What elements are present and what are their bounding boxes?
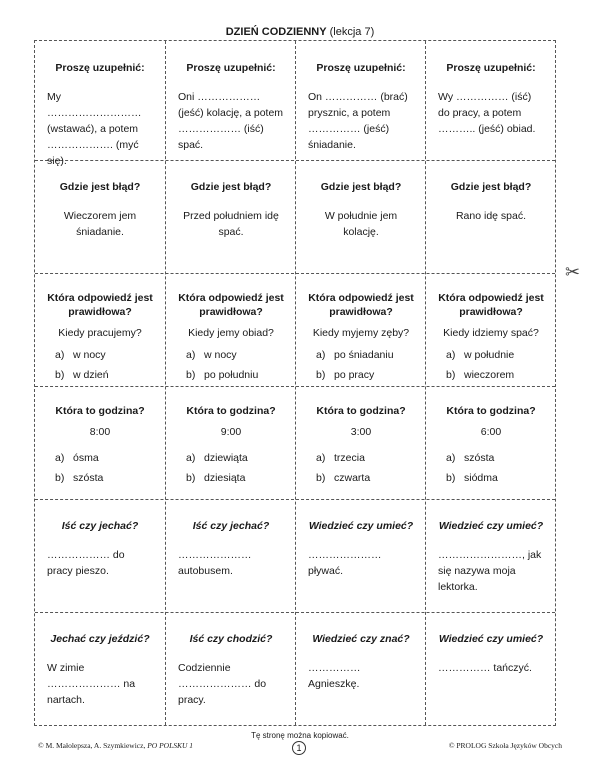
page-title-main: DZIEŃ CODZIENNY (225, 26, 327, 38)
option-text: w nocy (73, 349, 106, 361)
exercise-card (426, 499, 556, 612)
page-title-lesson: (lekcja 7) (329, 26, 375, 38)
exercise-card (296, 499, 426, 612)
card-text: ……………… do pracy pieszo. (47, 549, 125, 577)
footer-book-title: PO POLSKU 1 (147, 741, 194, 750)
scissors-icon: ✂ (565, 262, 581, 282)
card-text: Wy …………… (iść) do pracy, a potem ……….. (jeść) obiad. (438, 91, 536, 135)
card-text: …………… tańczyć. (438, 662, 532, 674)
option-letter: b) (186, 472, 196, 484)
option-letter: b) (446, 472, 456, 484)
exercise-card (426, 160, 556, 273)
option-text: czwarta (334, 472, 371, 484)
option-letter: b) (316, 369, 326, 381)
option-text: w dzień (73, 369, 109, 381)
option-letter: a) (446, 452, 456, 464)
option-text: ósma (73, 452, 99, 464)
card-question: Kiedy jemy obiad? (188, 327, 274, 339)
card-title: Proszę uzupełnić: (55, 62, 145, 74)
page-title (0, 26, 600, 38)
exercise-card (35, 499, 165, 612)
card-grid (34, 40, 556, 726)
exercise-card (426, 612, 556, 727)
card-title: Która odpowiedź jest prawidłowa? (178, 292, 284, 318)
card-title: Która to godzina? (186, 405, 276, 417)
answer-option (41, 470, 159, 486)
card-time: 8:00 (89, 426, 111, 438)
exercise-card (35, 41, 165, 167)
exercise-card (166, 273, 296, 386)
option-text: dziesiąta (204, 472, 246, 484)
option-text: wieczorem (464, 369, 515, 381)
card-title: Proszę uzupełnić: (316, 62, 406, 74)
answer-option (432, 470, 550, 486)
card-title: Proszę uzupełnić: (446, 62, 536, 74)
answer-option (41, 450, 159, 466)
option-text: trzecia (334, 452, 365, 464)
option-text: siódma (464, 472, 498, 484)
card-text: Rano idę spać. (455, 210, 527, 222)
card-text: On …………… (brać) prysznic, a potem …………… (jeść) śniadanie. (308, 91, 408, 151)
option-letter: b) (186, 369, 196, 381)
exercise-card (35, 386, 165, 499)
card-text: W południe jem kolację. (324, 210, 398, 238)
answer-option (172, 367, 290, 383)
answer-option (41, 367, 159, 383)
exercise-card (166, 386, 296, 499)
option-letter: a) (55, 349, 65, 361)
option-text: po pracy (334, 369, 375, 381)
footer-publisher: © PROLOG Szkoła Języków Obcych (448, 741, 562, 750)
option-letter: a) (316, 452, 326, 464)
page-number: 1 (292, 741, 306, 755)
answer-option (172, 347, 290, 363)
card-question: Kiedy myjemy zęby? (312, 327, 410, 339)
card-title: Która to godzina? (316, 405, 406, 417)
option-text: po południu (204, 369, 259, 381)
card-title: Iść czy chodzić? (189, 633, 273, 645)
exercise-card (296, 41, 426, 160)
option-text: w nocy (204, 349, 237, 361)
card-title: Wiedzieć czy umieć? (438, 633, 544, 645)
answer-option (172, 450, 290, 466)
answer-option (302, 470, 420, 486)
card-title: Wiedzieć czy umieć? (438, 520, 544, 532)
answer-option (41, 347, 159, 363)
card-question: Kiedy pracujemy? (58, 327, 142, 339)
option-text: w południe (464, 349, 515, 361)
answer-option (172, 470, 290, 486)
exercise-card (296, 612, 426, 727)
option-text: szósta (73, 472, 104, 484)
card-title: Która odpowiedź jest prawidłowa? (308, 292, 414, 318)
card-text: ……………………, jak się nazywa moja lektorka. (438, 549, 542, 593)
card-title: Gdzie jest błąd? (59, 181, 141, 193)
exercise-card (296, 273, 426, 386)
card-text: …………… Agnieszkę. (308, 662, 361, 690)
card-text: Oni ……………… (jeść) kolację, a potem ……………… (iść) spać. (178, 91, 284, 151)
card-title: Która to godzina? (446, 405, 536, 417)
exercise-card (166, 41, 296, 160)
exercise-card (426, 41, 556, 160)
option-letter: a) (316, 349, 326, 361)
answer-option (302, 450, 420, 466)
option-letter: b) (55, 472, 65, 484)
card-title: Jechać czy jeździć? (50, 633, 150, 645)
card-text: ………………… autobusem. (178, 549, 252, 577)
exercise-card (35, 612, 165, 727)
exercise-card (296, 386, 426, 499)
exercise-card (166, 612, 296, 727)
card-title: Gdzie jest błąd? (320, 181, 402, 193)
answer-option (432, 450, 550, 466)
card-time: 3:00 (350, 426, 372, 438)
answer-option (432, 347, 550, 363)
option-letter: a) (446, 349, 456, 361)
exercise-card (166, 499, 296, 612)
card-text: My ……………………… (wstawać), a potem ………………. (myć się). (47, 91, 142, 167)
answer-option (302, 347, 420, 363)
exercise-card (166, 160, 296, 273)
card-title: Gdzie jest błąd? (450, 181, 532, 193)
exercise-card (35, 273, 165, 386)
exercise-card (35, 160, 165, 273)
option-letter: a) (186, 349, 196, 361)
option-letter: b) (55, 369, 65, 381)
card-title: Która odpowiedź jest prawidłowa? (438, 292, 544, 318)
option-text: dziewiąta (204, 452, 248, 464)
card-question: Kiedy idziemy spać? (443, 327, 539, 339)
card-text: ………………… pływać. (308, 549, 382, 577)
exercise-card (426, 386, 556, 499)
card-title: Wiedzieć czy znać? (312, 633, 410, 645)
copy-note: Tę stronę można kopiować. (251, 731, 349, 740)
card-text: Przed południem idę spać. (183, 210, 279, 238)
card-text: Codziennie ………………… do pracy. (178, 662, 267, 706)
footer-authors-names: © M. Małolepsza, A. Szymkiewicz, (38, 741, 146, 750)
option-text: po śniadaniu (334, 349, 394, 361)
card-time: 9:00 (220, 426, 242, 438)
option-letter: a) (55, 452, 65, 464)
footer-authors (38, 741, 193, 750)
card-title: Która to godzina? (55, 405, 145, 417)
option-letter: b) (316, 472, 326, 484)
option-letter: b) (446, 369, 456, 381)
card-title: Która odpowiedź jest prawidłowa? (47, 292, 153, 318)
exercise-card (426, 273, 556, 386)
card-text: Wieczorem jem śniadanie. (63, 210, 137, 238)
answer-option (302, 367, 420, 383)
card-title: Gdzie jest błąd? (190, 181, 272, 193)
answer-option (432, 367, 550, 383)
card-title: Wiedzieć czy umieć? (308, 520, 414, 532)
exercise-card (296, 160, 426, 273)
card-title: Iść czy jechać? (192, 520, 270, 532)
card-title: Iść czy jechać? (61, 520, 139, 532)
option-letter: a) (186, 452, 196, 464)
option-text: szósta (464, 452, 495, 464)
card-time: 6:00 (480, 426, 502, 438)
card-title: Proszę uzupełnić: (186, 62, 276, 74)
card-text: W zimie ………………… na nartach. (47, 662, 136, 706)
